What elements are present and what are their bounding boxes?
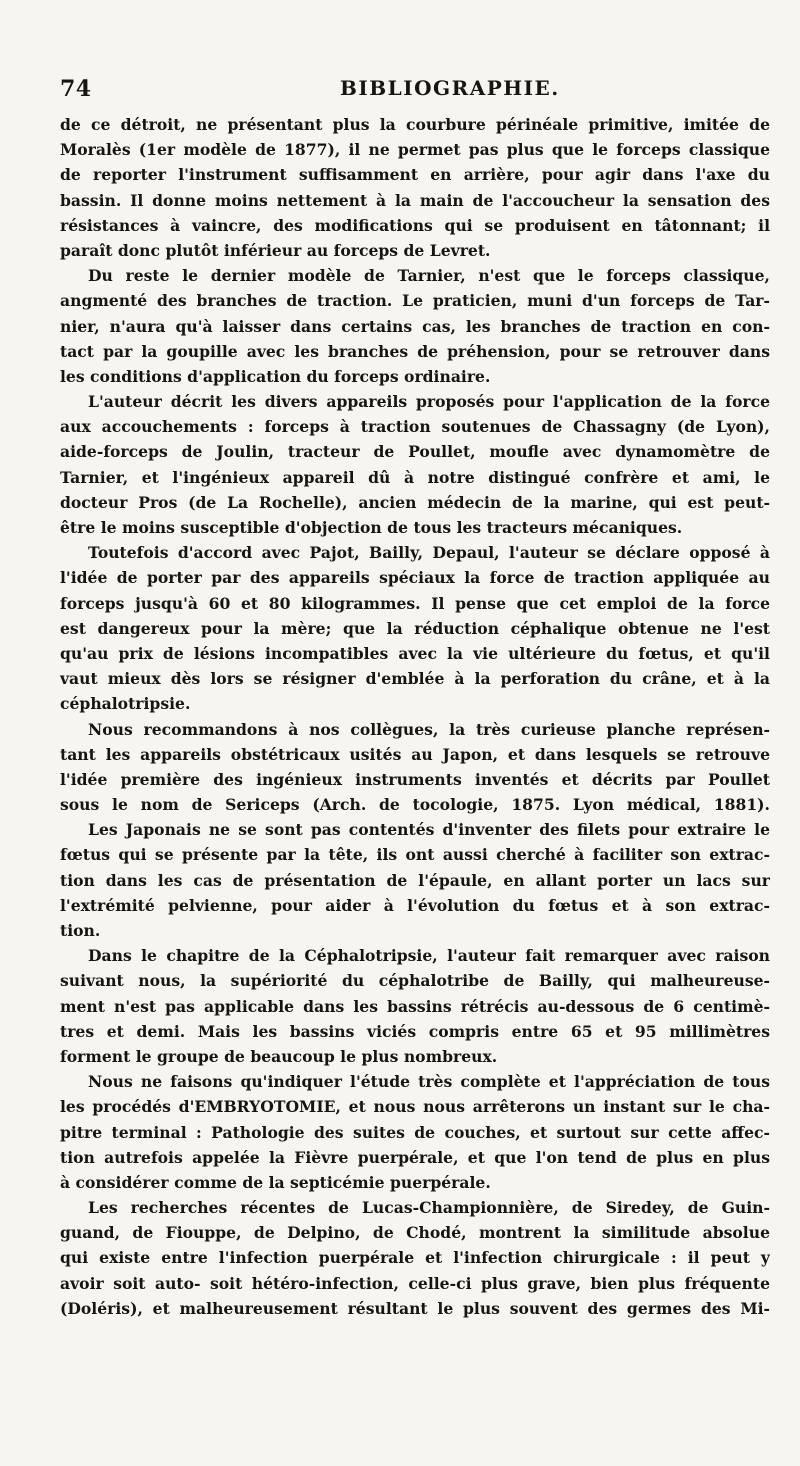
text-line: tact par la goupille avec les branches de préhension, pour se retrouver dans (60, 341, 770, 361)
text-line: avoir soit auto- soit hétéro-infection, celle-ci plus grave, bien plus fréquente (60, 1273, 770, 1293)
text-line: à considérer comme de la septicémie puerpérale. (60, 1172, 491, 1192)
text-line: aide-forceps de Joulin, tracteur de Poullet, moufle avec dynamomètre de (60, 442, 770, 462)
text-line: être le moins susceptible d'objection de tous les tracteurs mécaniques. (60, 518, 683, 537)
text-line: (Doléris), et malheureusement résultant le plus souvent des germes des Mi- (60, 1298, 770, 1318)
text-line: docteur Pros (de La Rochelle), ancien médecin de la marine, qui est peut- (60, 492, 770, 512)
text-line: bassin. Il donne moins nettement à la main de l'accoucheur la sensation des (60, 190, 770, 210)
text-line: Du reste le dernier modèle de Tarnier, n'est que le forceps classique, (88, 266, 770, 286)
text-line: Les Japonais ne se sont pas contentés d'inventer des filets pour extraire le (88, 820, 770, 840)
text-line: tant les appareils obstétricaux usités au Japon, et dans lesquels se retrouve (60, 744, 770, 764)
text-line: l'extrémité pelvienne, pour aider à l'évolution du fœtus et à son extrac- (60, 895, 770, 915)
text-line: l'idée première des ingénieux instruments inventés et décrits par Poullet (60, 769, 770, 789)
text-line: sous le nom de Sericeps (Arch. de tocologie, 1875. Lyon médical, 1881). (60, 795, 770, 815)
text-line: Moralès (1er modèle de 1877), il ne permet pas plus que le forceps classique (60, 140, 770, 160)
text-line: Toutefois d'accord avec Pajot, Bailly, Depaul, l'auteur se déclare opposé à (88, 543, 770, 563)
text-line: nier, n'aura qu'à laisser dans certains cas, les branches de traction en con- (60, 316, 770, 336)
text-line: céphalotripsie. (60, 694, 191, 714)
text-line: guand, de Fiouppe, de Delpino, de Chodé, montrent la similitude absolue (60, 1223, 770, 1243)
text-line: Dans le chapitre de la Céphalotripsie, l'auteur fait remarquer avec raison (88, 946, 770, 966)
text-line: fœtus qui se présente par la tête, ils ont aussi cherché à faciliter son extrac- (60, 845, 770, 865)
text-line: tion. (60, 921, 101, 940)
text-line: aux accouchements : forceps à traction soutenues de Chassagny (de Lyon), (60, 417, 770, 437)
text-line: est dangereux pour la mère; que la réduction céphalique obtenue ne l'est (60, 618, 770, 638)
text-line: Nous ne faisons qu'indiquer l'étude très complète et l'appréciation de tous (88, 1072, 770, 1092)
text-line: Tarnier, et l'ingénieux appareil dû à notre distingué confrère et ami, le (60, 467, 770, 487)
text-line: de reporter l'instrument suffisamment en arrière, pour agir dans l'axe du (60, 165, 770, 185)
text-line: tion autrefois appelée la Fièvre puerpérale, et que l'on tend de plus en plus (60, 1147, 770, 1167)
page-header (60, 76, 770, 110)
text-line: Nous recommandons à nos collègues, la très curieuse planche représen- (88, 719, 770, 739)
text-line: forment le groupe de beaucoup le plus nombreux. (60, 1046, 498, 1066)
text-line: tres et demi. Mais les bassins viciés compris entre 65 et 95 millimètres (60, 1021, 770, 1041)
text-line: pitre terminal : Pathologie des suites de couches, et surtout sur cette affec- (60, 1122, 770, 1142)
text-line: suivant nous, la supériorité du céphalotribe de Bailly, qui malheureuse- (60, 971, 770, 991)
text-line: qui existe entre l'infection puerpérale et l'infection chirurgicale : il peut y (60, 1248, 770, 1268)
running-head: BIBLIOGRAPHIE. (340, 76, 560, 100)
text-line: résistances à vaincre, des modifications qui se produisent en tâtonnant; il (60, 215, 770, 235)
text-line: qu'au prix de lésions incompatibles avec la vie ultérieure du fœtus, et qu'il (60, 643, 770, 663)
text-line: l'idée de porter par des appareils spéciaux la force de traction appliquée au (60, 568, 770, 588)
text-line: les conditions d'application du forceps ordinaire. (60, 366, 491, 386)
text-line: de ce détroit, ne présentant plus la courbure périnéale primitive, imitée de (60, 115, 770, 134)
text-line: L'auteur décrit les divers appareils proposés pour l'application de la force (88, 392, 770, 412)
body-text (60, 112, 770, 1321)
text-line: tion dans les cas de présentation de l'épaule, en allant porter un lacs sur (60, 870, 770, 890)
text-line: forceps jusqu'à 60 et 80 kilogrammes. Il pense que cet emploi de la force (60, 593, 770, 613)
text-line: angmenté des branches de traction. Le praticien, muni d'un forceps de Tar- (60, 291, 770, 311)
text-line: Les recherches récentes de Lucas-Championnière, de Siredey, de Guin- (88, 1198, 770, 1218)
text-line: paraît donc plutôt inférieur au forceps de Levret. (60, 240, 491, 260)
page-number: 74 (60, 76, 92, 102)
text-line: vaut mieux dès lors se résigner d'emblée à la perforation du crâne, et à la (60, 669, 770, 689)
text-line: les procédés d'EMBRYOTOMIE, et nous nous arrêterons un instant sur le cha- (60, 1097, 770, 1117)
text-line: ment n'est pas applicable dans les bassins rétrécis au-dessous de 6 centimè- (60, 996, 770, 1016)
